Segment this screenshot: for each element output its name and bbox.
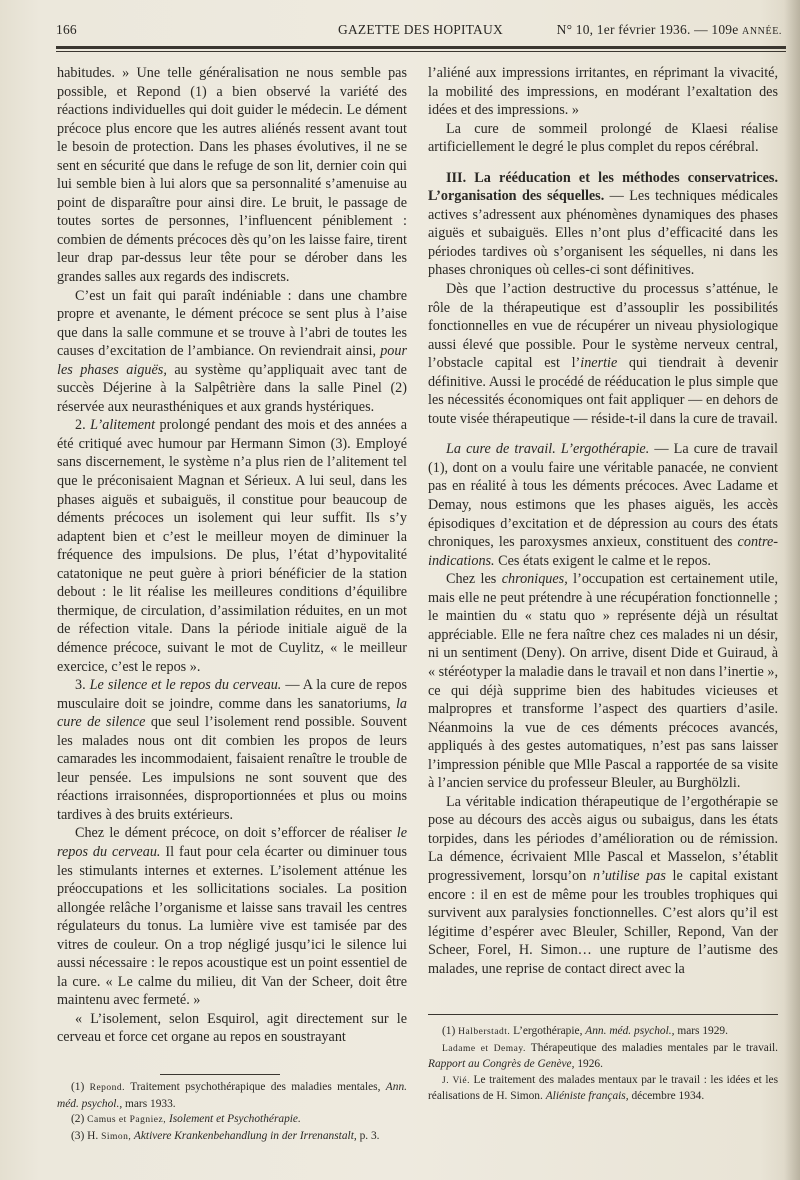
paragraph: Dès que l’action destructive du processus s’atténue, le rôle de la thérapeutique est d’assouplir les possibilités fonctionnelles en vue de récupérer un niveau physiologique aussi élevé que possible. Pour le système nerveux central, l’obstacle capital est l’inertie qui tiendrait à devenir définitive. Aussi le procédé de rééducation le plus simple que les nécessités économiques ont fait appliquer — en dehors de toute visée thérapeutique — réside-t-il dans la cure de travail. [428, 281, 779, 427]
page-number: 166 [56, 22, 77, 37]
paragraph: l’aliéné aux impressions irritantes, en réprimant la vivacité, la mobilité des impressions, en modérant l’exaltation des idées et des impressions. » [428, 65, 778, 119]
paragraph-silence: 3. Le silence et le repos du cerveau. — A la cure de repos musculaire doit se joindre, comme dans les sanatoriums, la cure de silence que seul l’isolement rend possible. Souvent les malades nous ont dit combien les propos de leurs camarades les incommodaient, faisaient renaître le trouble de leur pensée. Les impulsions ne sont souvent que des réactions irraisonnées, disproportionnées et plus ou moins tardives à des bruits extérieurs. [57, 677, 408, 823]
journal-title: GAZETTE DES HOPITAUX [338, 22, 503, 37]
section-heading-paragraph: III. La rééducation et les méthodes conservatrices. L’organisation des séquelles. — Les techniques médicales actives s’adressent aux phénomènes dynamiques des phases aiguës et subaiguës. Elles n’ont plus d’efficacité dans les périodes tardives où s’organisent les séquelles, ni dans les phases chroniques où celles-ci sont définitives. [428, 169, 778, 279]
footnote: (1) Repond. Traitement psychothérapique des maladies mentales, Ann. méd. psychol., mars 1933. [57, 1081, 407, 1110]
footnotes-left [57, 1080, 407, 1145]
issue-info [557, 22, 782, 38]
section-heading: III. La rééducation et les méthodes conservatrices. L’organisation des séquelles. [428, 169, 778, 205]
footnote: Ladame et Demay. Thérapeutique des maladies mentales par le travail. Rapport au Congrès de Genève, 1926. [428, 1041, 778, 1070]
paragraph-alitement: 2. L’alitement prolongé pendant des mois et des années a été critiqué avec humour par Hermann Simon (3). Employé sans discernement, le système n’a plus rien de l’alitement tel que le préconisaient Magnan et Sérieux. A lui seul, dans les phases aiguës et subaiguës, il constitue pour beaucoup de déments précoces un isolement qui leur suffit. Ils s’y adaptent bien et c’est le meilleur moyen de diminuer la fréquence des impulsions. De plus, l’état d’hypovitalité catatonique ne peut guère à priori bénéficier de la station debout : le lit réalise les meilleures conditions d’équilibre thermique, de circulation, d’assimilation réduites, en un mot de réfection vitale. Dans la période initiale aiguë de la démence précoce, suivant le mot de Cuylitz, « le meilleur exercice, c’est le repos ». [57, 417, 407, 675]
footnote: (1) Halberstadt. L’ergothérapie, Ann. méd. psychol., mars 1929. [442, 1025, 728, 1037]
footnote-divider [428, 1014, 778, 1015]
header-rule-thin [56, 51, 786, 52]
paragraph: La cure de sommeil prolongé de Klaesi réalise artificiellement le degré le plus complet du repos cérébral. [428, 120, 778, 156]
footnote: J. Vié. Le traitement des malades mentaux par le travail : les idées et les réalisations de H. Simon. Aliéniste français, décembre 1934. [428, 1073, 778, 1102]
issue-date: N° 10, 1er février 1936. — 109e [556, 22, 739, 37]
footnotes-right [428, 1024, 778, 1105]
subsection-heading: La cure de travail. L’ergothérapie. [446, 441, 650, 458]
left-column [57, 64, 407, 1047]
paragraph: La véritable indication thérapeutique de l’ergothérapie se pose au décours des accès aigus ou subaigus, dans les états torpides, dans les périodes d’amélioration ou de rémission. La démence, écrivaient Mlle Pascal et Masselon, s’établit progressivement, lorsqu’on n’utilise pas le capital existant encore : il en est de même pour les troubles trophiques qui survivent aux paralysies fonctionnelles. C’est alors qu’il est légitime d’espérer avec Bleuler, Schiller, Repond, Van der Scheer, Forel, H. Simon… une rupture de l’autisme des malades, une reprise de contact direct avec la [428, 793, 778, 977]
header-rule-thick [56, 46, 786, 49]
right-column [428, 64, 778, 978]
paragraph: C’est un fait qui paraît indéniable : dans une chambre propre et avenante, le dément précoce se sent plus à l’aise que dans la salle commune et se trouve à l’abri de toutes les causes d’excitation de l’ambiance. On reviendrait ainsi, pour les phases aiguës, au système qu’appliquait avec tant de succès Déjerine à la Salpêtrière dans la salle Pinel (2) réservée aux neurasthéniques et aux grands hystériques. [57, 287, 407, 415]
page-edge-shadow [784, 0, 800, 1180]
paragraph: Chez le dément précoce, on doit s’efforcer de réaliser le repos du cerveau. Il faut pour cela écarter ou diminuer tous les stimulants internes et externes. L’isolement atténue les préoccupations et les sollicitations sociales. La position allongée relâche l’organisme et laisse sans travail les centres régulateurs du tonus. La lumière vive est tamisée par des vitres de couleur. On a trop négligé jusqu’ici le silence lui aussi nécessaire : le repos acoustique est un point essentiel de la cure. « Le calme du milieu, dit Van der Scheer, doit être maintenu avec fermeté. » [57, 825, 407, 1009]
footnote-divider [160, 1074, 280, 1075]
paragraph: habitudes. » Une telle généralisation ne nous semble pas possible, et Repond (1) a bien observé la variété des réactions individuelles qui doit guider le médecin. Le dément précoce plus encore que les autres aliénés ressent avant tout le besoin de protection. Dans les phases évolutives, il ne se sent en sécurité que dans le refuge de son lit, dernier coin qui lui semble bien à lui alors que sa personnalité s’amenuise au point de disparaître pour ainsi dire. Le bruit, le passage de toutes sortes de personnes, l’influencent péniblement : combien de déments précoces dès qu’on les laisse faire, tirent leur drap par-dessus leur tête pour se dérober dans les grandes salles aux regards des indiscrets. [57, 65, 407, 286]
issue-suffix: ANNÉE. [742, 26, 782, 37]
footnote: (3) H. Simon, Aktivere Krankenbehandlung in der Irrenanstalt, p. 3. [71, 1129, 380, 1142]
paragraph: Chez les chroniques, l’occupation est certainement utile, mais elle ne peut prétendre à une récupération fonctionnelle ; le maintien du « statu quo » représente déjà un résultat appréciable. Elle ne fera naître chez ces malades ni un désir, ni un sentiment (Deny). On arrive, disent Dide et Guiraud, à « stéréotyper la maladie dans le travail et non dans l’inertie », ce qui déjà supprime bien des habitudes vicieuses et malpropres et transforme l’aspect des quartiers d’asile. Néanmoins la vue de ces déments précoces avancés, appliqués à des gestes automatiques, n’est pas sans laisser l’impression pénible que Mlle Pascal a rapportée de sa visite à l’ancien service du professeur Bleuler, au Burghölzli. [428, 571, 778, 792]
footnote: (2) Camus et Pagniez, Isolement et Psychothérapie. [71, 1113, 301, 1125]
running-header [56, 22, 786, 44]
paragraph: « L’isolement, selon Esquirol, agit directement sur le cerveau et force cet organe au repos en soustrayant [57, 1010, 407, 1046]
paragraph-cure-de-travail: La cure de travail. L’ergothérapie. — La cure de travail (1), dont on a voulu faire une véritable panacée, ne convient pas en réalité à tous les déments précoces. Avec Ladame et Demay, nous estimons que les phases aiguës, les accès épisodiques d’excitation et de dépression au cours des états chroniques, les paroxysmes anxieux, constituent des contre-indications. Ces états exigent le calme et le repos. [428, 441, 778, 569]
